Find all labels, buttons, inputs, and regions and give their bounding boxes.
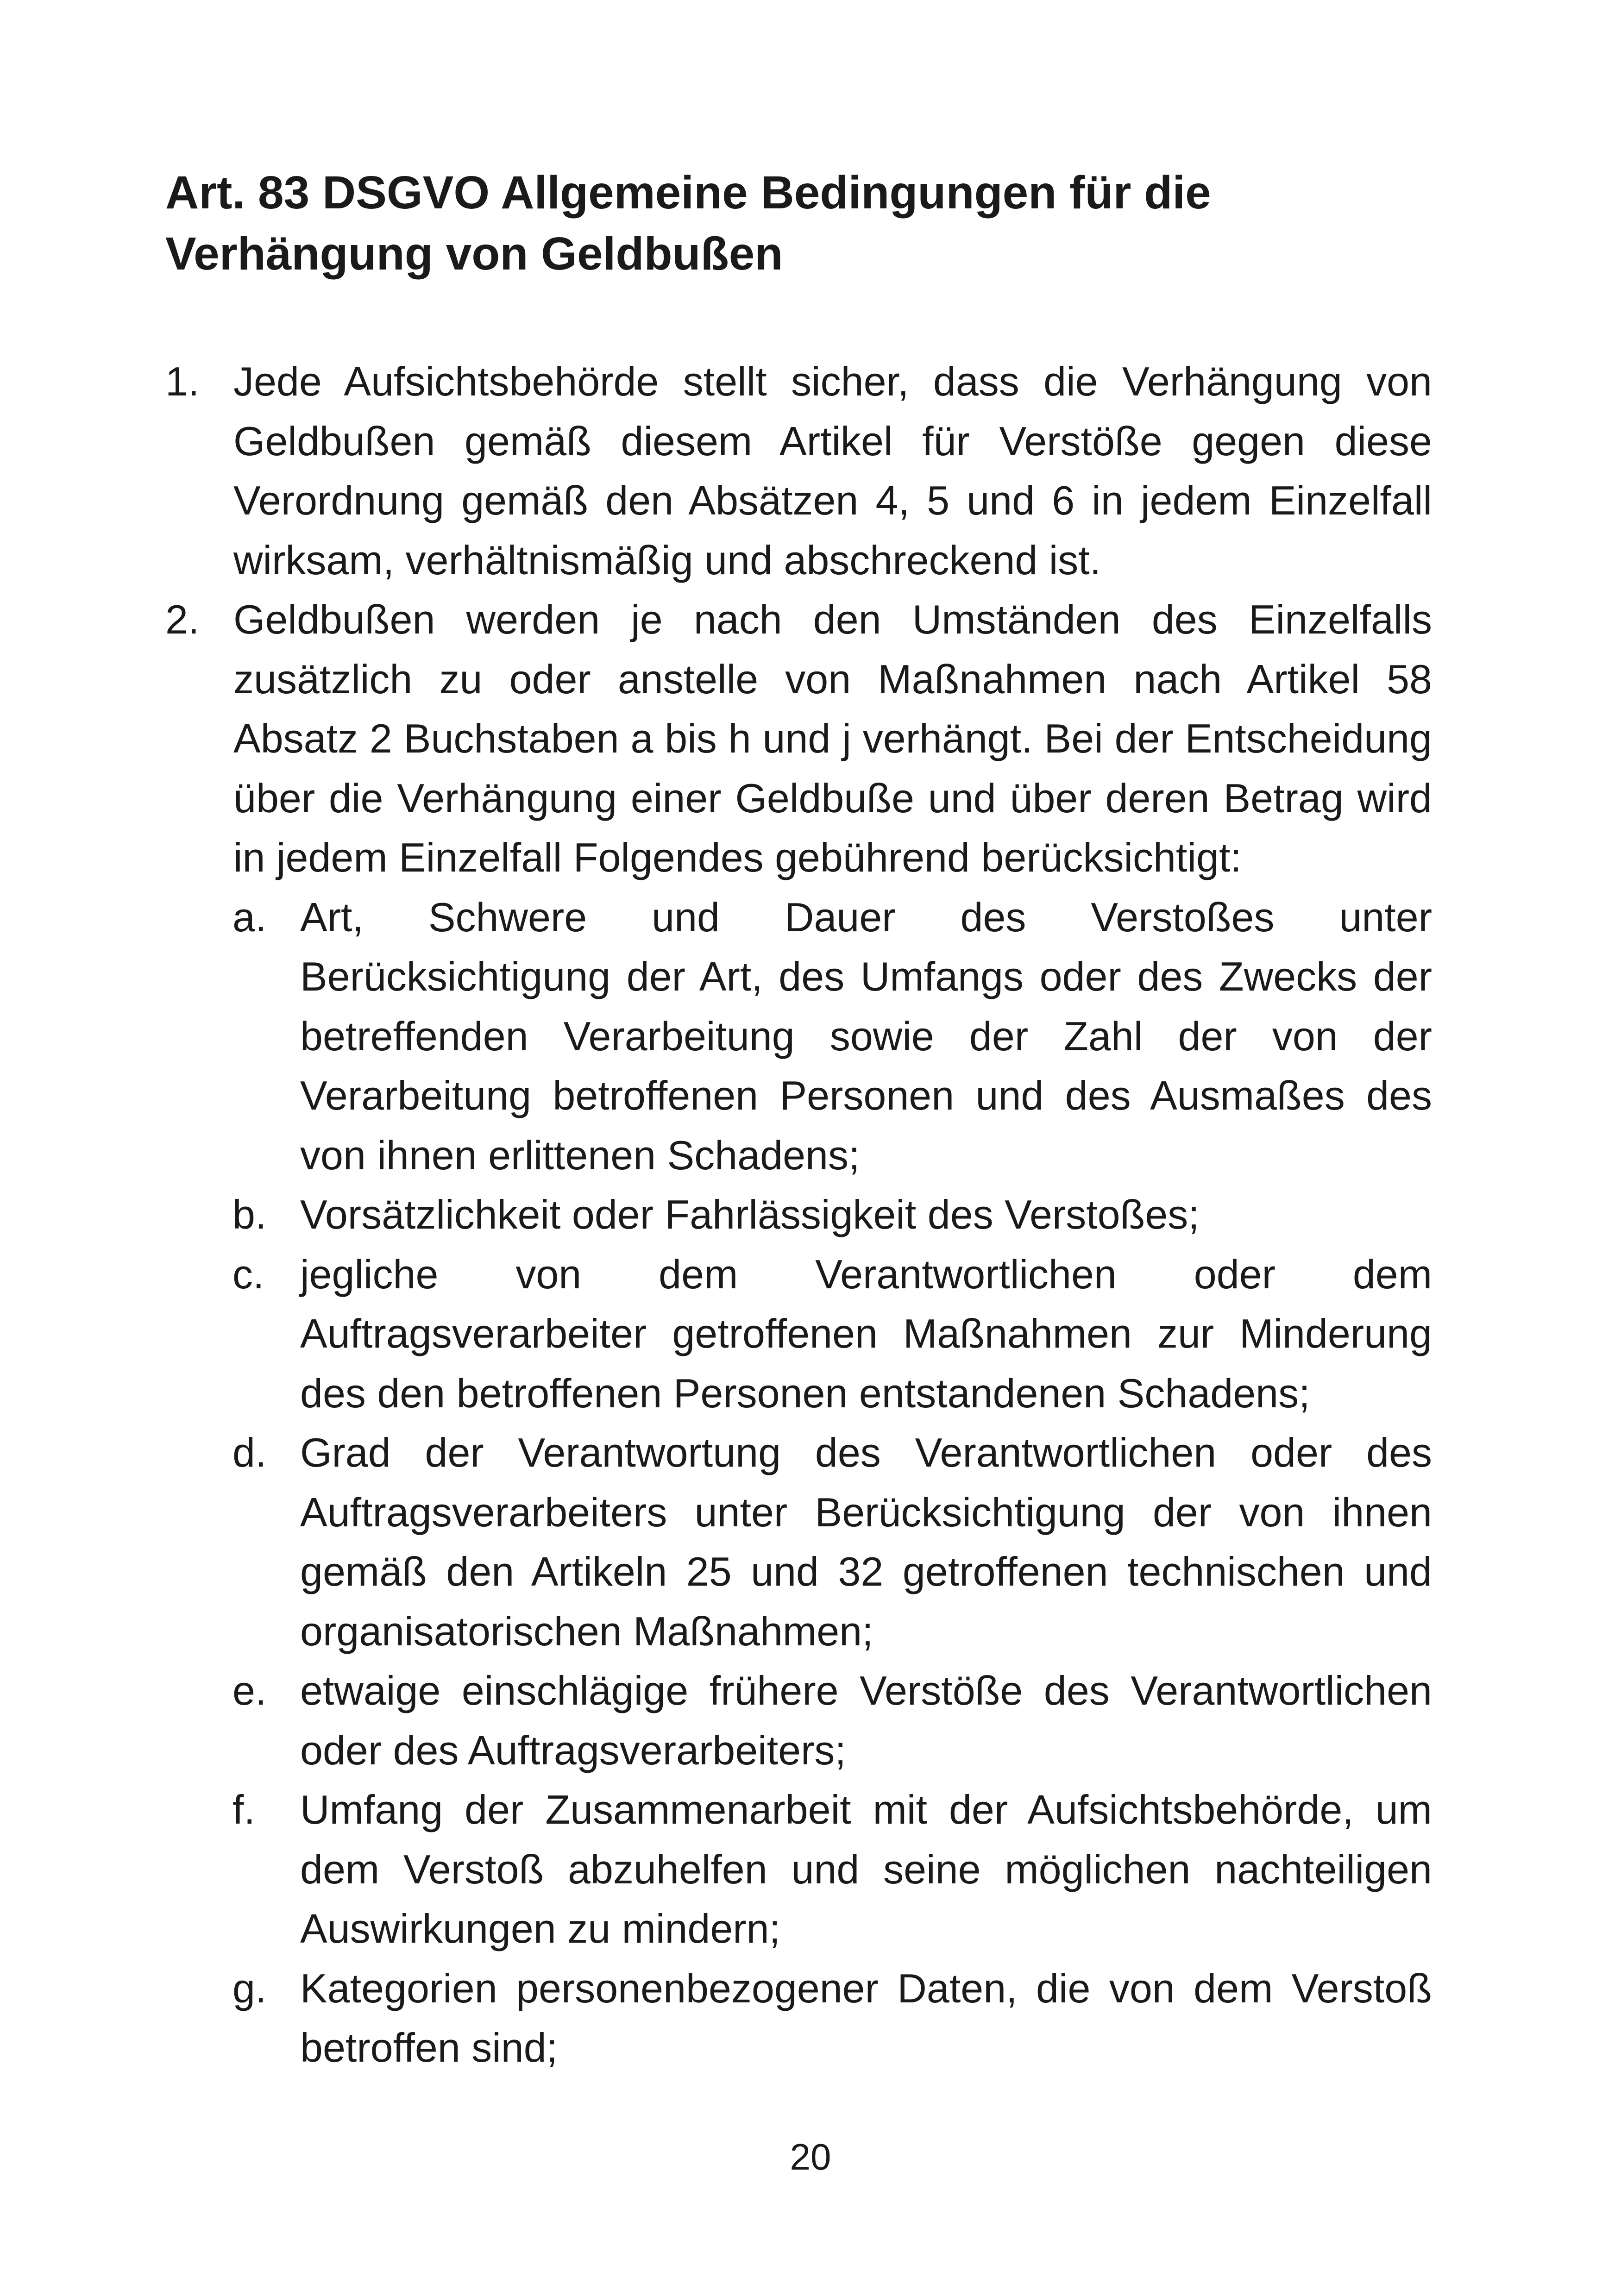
- subitem-text: Kategorien personenbezogener Daten, die von dem Verstoß betroffen sind;: [300, 1965, 1432, 2070]
- article-title-line-2: Verhängung von Geldbußen: [165, 228, 783, 280]
- article-title: [165, 162, 1462, 284]
- subitem-text: jegliche von dem Verantwortlichen oder dem Auftragsverarbeiter getroffenen Maßnahmen zur Minderung des den betroffenen Personen entstandenen Schadens;: [300, 1251, 1432, 1416]
- subitem-letter: g.: [232, 1965, 267, 2011]
- subitem-letter: f.: [232, 1787, 255, 1832]
- paragraph-2: [165, 590, 1432, 2078]
- subitem-letter: c.: [232, 1251, 264, 1297]
- subitem-d: [232, 1423, 1432, 1661]
- subitem-text: Vorsätzlichkeit oder Fahrlässigkeit des Verstoßes;: [300, 1192, 1200, 1237]
- subitem-f: [232, 1780, 1432, 1959]
- subitem-text: etwaige einschlägige frühere Verstöße des Verantwortlichen oder des Auftragsverarbeiters;: [300, 1668, 1432, 1773]
- subitem-letter: e.: [232, 1668, 267, 1713]
- subitem-letter: a.: [232, 894, 267, 940]
- paragraph-number: 2.: [165, 596, 200, 642]
- subitem-e: [232, 1661, 1432, 1780]
- paragraph-text: Geldbußen werden je nach den Umständen des Einzelfalls zusätzlich zu oder anstelle von Maßnahmen nach Artikel 58 Absatz 2 Buchstaben a bis h und j verhängt. Bei der Entscheidung über die Verhängung einer Geldbuße und über deren Betrag wird in jedem Einzelfall Folgendes gebührend berücksichtigt:: [233, 596, 1432, 880]
- subitem-text: Art, Schwere und Dauer des Verstoßes unter Berücksichtigung der Art, des Umfangs oder des Zwecks der betreffenden Verarbeitung sowie der Zahl der von der Verarbeitung betroffenen Personen und des Ausmaßes des von ihnen erlittenen Schadens;: [300, 894, 1432, 1178]
- subitem-text: Grad der Verantwortung des Verantwortlichen oder des Auftragsverarbeiters unter Berücksichtigung der von ihnen gemäß den Artikeln 25 und 32 getroffenen technischen und organisatorischen Maßnahmen;: [300, 1430, 1432, 1654]
- paragraph-number: 1.: [165, 358, 200, 404]
- article-body: [165, 352, 1432, 2078]
- paragraph-1: [165, 352, 1432, 590]
- subitem-c: [232, 1245, 1432, 1424]
- paragraph-text: Jede Aufsichtsbehörde stellt sicher, dass die Verhängung von Geldbußen gemäß diesem Artikel für Verstöße gegen diese Verordnung gemäß den Absätzen 4, 5 und 6 in jedem Einzelfall wirksam, verhältnismäßig und abschreckend ist.: [233, 358, 1432, 583]
- subitem-g: [232, 1959, 1432, 2078]
- subitem-letter: b.: [232, 1192, 267, 1237]
- article-title-line-1: Art. 83 DSGVO Allgemeine Bedingungen für die: [165, 167, 1211, 219]
- subitem-b: [232, 1185, 1432, 1245]
- page-number: 20: [790, 2136, 831, 2177]
- subitem-letter: d.: [232, 1430, 267, 1475]
- subitem-text: Umfang der Zusammenarbeit mit der Aufsichtsbehörde, um dem Verstoß abzuhelfen und seine möglichen nachteiligen Auswirkungen zu mindern;: [300, 1787, 1432, 1951]
- subitem-a: [232, 888, 1432, 1186]
